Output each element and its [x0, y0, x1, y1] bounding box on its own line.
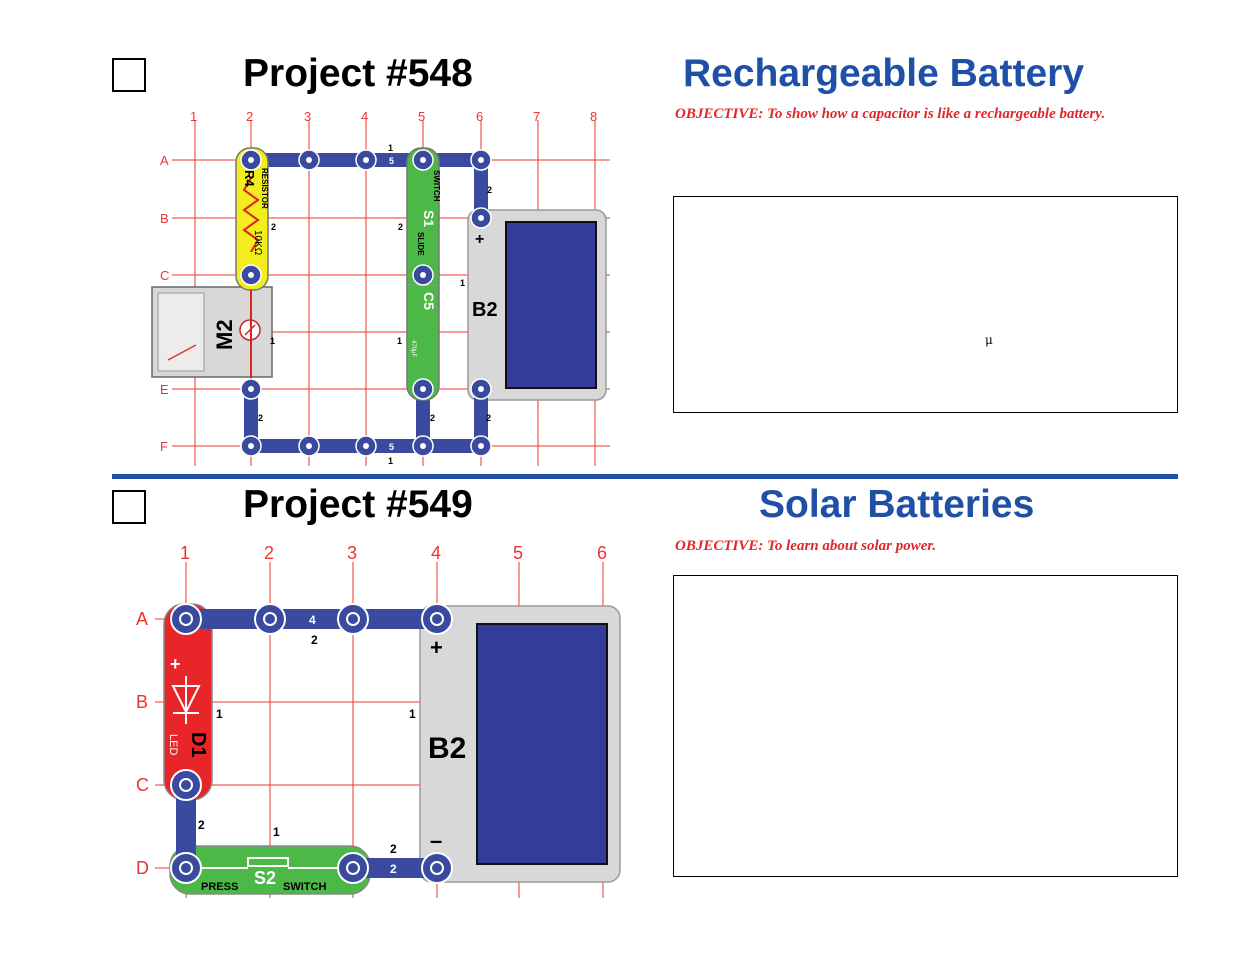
project-549-circuit-diagram	[130, 538, 625, 900]
m2-label: M2	[212, 319, 237, 350]
project-549-name: Solar Batteries	[759, 483, 1035, 526]
wire-length: 4	[309, 613, 316, 627]
s1-name-slide: SLIDE	[416, 232, 425, 256]
project-548-title: Project #548	[243, 52, 473, 95]
row-label: B	[160, 211, 169, 226]
col-label: 8	[590, 109, 598, 124]
plus-sign: +	[430, 635, 443, 660]
project-548-description-box	[673, 196, 1178, 413]
row-label: C	[136, 775, 149, 795]
wire-level: 2	[430, 413, 436, 423]
s2-name-press: PRESS	[201, 881, 239, 893]
col-label: 3	[304, 109, 312, 124]
b2-solar-cell	[468, 210, 606, 400]
wire-level: 1	[409, 707, 416, 721]
col-label: 1	[190, 109, 198, 124]
row-label: C	[160, 268, 170, 283]
wire-level: 2	[398, 222, 404, 232]
wire-level: 2	[311, 633, 318, 647]
col-label: 1	[180, 543, 191, 563]
plus-sign: +	[475, 231, 485, 248]
row-label: B	[136, 692, 149, 712]
b2-label: B2	[472, 299, 498, 321]
wire-level: 2	[486, 413, 492, 423]
wire-level: 2	[271, 222, 277, 232]
minus-sign: –	[430, 828, 443, 853]
s1-label: S1	[421, 210, 437, 228]
col-label: 2	[246, 109, 254, 124]
wire-level: 2	[390, 842, 397, 856]
d1-plus: +	[170, 654, 181, 674]
c5-value: 470μF	[410, 340, 416, 358]
col-label: 4	[431, 543, 442, 563]
project-548-name: Rechargeable Battery	[683, 52, 1085, 95]
col-label: 4	[361, 109, 369, 124]
r4-name: RESISTOR	[260, 168, 269, 209]
project-549-description-box	[673, 575, 1178, 877]
row-label: A	[160, 153, 169, 168]
wire-level: 2	[258, 413, 264, 423]
wire-level: 1	[397, 336, 403, 346]
col-label: 6	[597, 543, 608, 563]
d1-label: D1	[187, 732, 209, 758]
project-548-circuit-diagram	[140, 100, 620, 470]
col-label: 2	[264, 543, 275, 563]
s2-label: S2	[254, 868, 277, 888]
wire-level: 1	[270, 336, 276, 346]
wire-level: 1	[216, 707, 223, 721]
wire-level: 1	[388, 143, 394, 153]
r4-label: R4	[242, 170, 257, 187]
wire-length: 2	[390, 862, 397, 876]
project-549-objective: OBJECTIVE: To learn about solar power.	[675, 538, 937, 554]
project-549-checkbox[interactable]	[112, 490, 146, 524]
wire-level: 2	[487, 185, 493, 195]
row-label: A	[136, 609, 149, 629]
col-label: 5	[418, 109, 426, 124]
b2-solar-cell	[420, 606, 620, 882]
wire-level: 2	[198, 818, 205, 832]
c5-label: C5	[421, 292, 437, 310]
r4-value: 10KΩ	[252, 230, 263, 256]
col-label: 7	[533, 109, 541, 124]
col-label: 6	[476, 109, 484, 124]
project-549-title: Project #549	[243, 483, 473, 526]
wire-level: 1	[273, 825, 280, 839]
col-label: 3	[347, 543, 358, 563]
project-548-checkbox[interactable]	[112, 58, 146, 92]
col-label: 5	[513, 543, 524, 563]
m2-meter	[152, 287, 272, 377]
s2-name-switch: SWITCH	[283, 881, 327, 893]
s1-name-switch: SWITCH	[432, 170, 441, 202]
wire-length: 5	[389, 156, 395, 166]
section-divider	[112, 474, 1178, 479]
micro-symbol: μ	[985, 333, 993, 347]
project-548-objective: OBJECTIVE: To show how a capacitor is like a rechargeable battery.	[675, 106, 1106, 122]
wire-level: 1	[460, 278, 466, 288]
b2-label: B2	[428, 732, 467, 765]
row-label: D	[136, 858, 149, 878]
row-label: E	[160, 382, 169, 397]
row-label: F	[160, 439, 168, 454]
blue-wires	[186, 619, 437, 868]
d1-name: LED	[167, 734, 179, 756]
wire-length: 5	[389, 442, 395, 452]
wire-level: 1	[388, 456, 394, 466]
